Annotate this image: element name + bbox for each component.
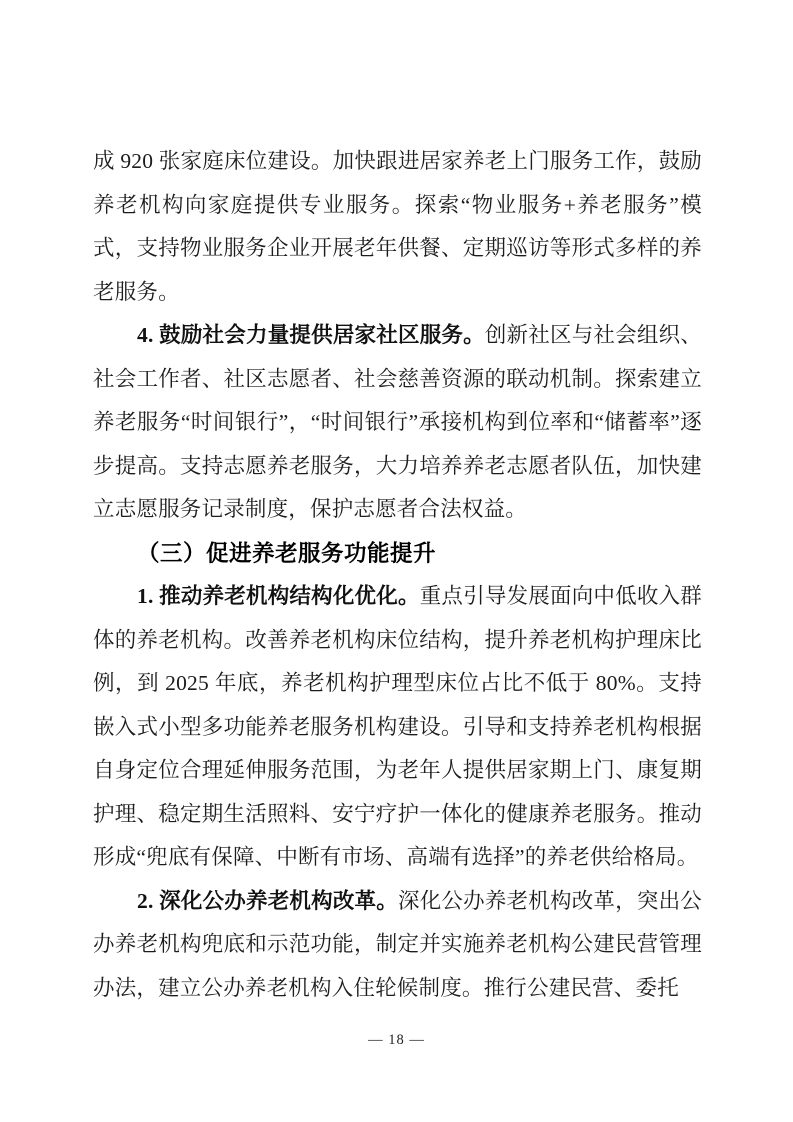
paragraph [93,880,702,1011]
document-body [93,140,702,1010]
page-number: — 18 — [368,1032,425,1048]
page-footer [0,1031,793,1049]
paragraph-text: 深化公办养老机构改革，突出公办养老机构兜底和示范功能，制定并实施养老机构公建民营管理办法，建立公办养老机构入住轮候制度。推行公建民营、委托 [93,888,702,1000]
paragraph [93,575,702,880]
paragraph [93,314,702,532]
paragraph-text: 重点引导发展面向中低收入群体的养老机构。改善养老机构床位结构，提升养老机构护理床比例，到 2025 年底，养老机构护理型床位占比不低于 80%。支持嵌入式小型多功能养老服务机构建设。引导和支持养老机构根据自身定位合理延伸服务范围，为老年人提供居家期上门、康复期护理、稳定期生活照料、安宁疗护一体化的健康养老服务。推动形成“兜底有保障、中断有市场、高端有选择”的养老供给格局。 [93,584,702,869]
paragraph-lead: 1. 推动养老机构结构化优化。 [137,584,420,608]
section-heading: （三）促进养老服务功能提升 [137,540,437,566]
paragraph-lead: 2. 深化公办养老机构改革。 [137,888,398,913]
paragraph-lead: 4. 鼓励社会力量提供居家社区服务。 [137,323,485,347]
paragraph-text: 创新社区与社会组织、社会工作者、社区志愿者、社会慈善资源的联动机制。探索建立养老服务“时间银行”，“时间银行”承接机构到位率和“储蓄率”逐步提高。支持志愿养老服务，大力培养养老志愿者队伍，加快建立志愿服务记录制度，保护志愿者合法权益。 [93,323,702,521]
paragraph [93,140,702,314]
paragraph-text: 成 920 张家庭床位建设。加快跟进居家养老上门服务工作，鼓励养老机构向家庭提供专业服务。探索“物业服务+养老服务”模式，支持物业服务企业开展老年供餐、定期巡访等形式多样的养老服务。 [93,149,702,304]
